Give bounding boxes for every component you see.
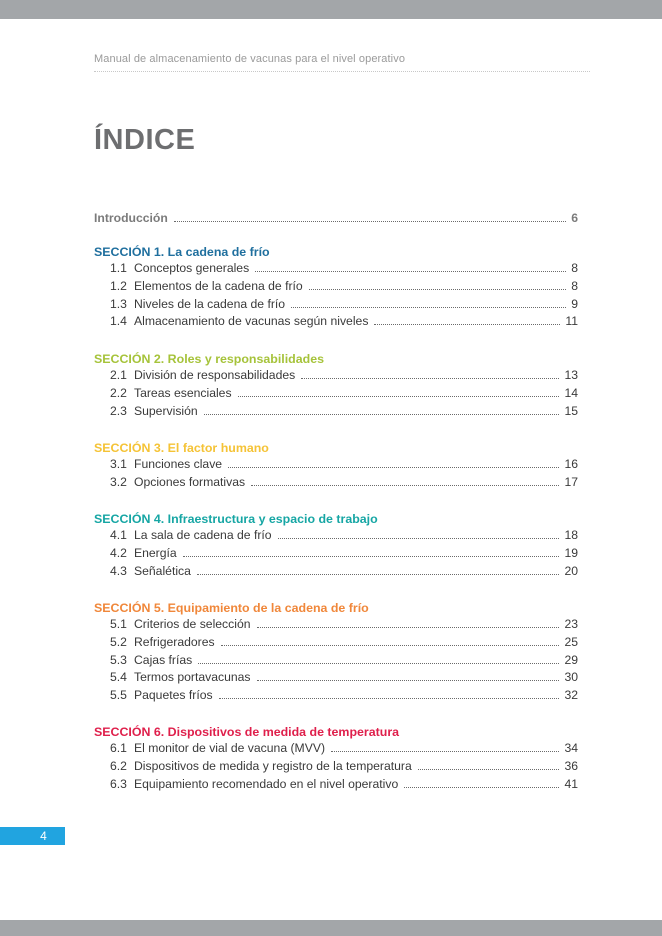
toc-entry-label: Tareas esenciales bbox=[134, 385, 232, 400]
toc-entry-label: Cajas frías bbox=[134, 652, 193, 667]
running-header: Manual de almacenamiento de vacunas para el nivel operativo bbox=[94, 53, 590, 72]
toc-entry[interactable] bbox=[94, 737, 578, 755]
toc-entry-number: 6.3 bbox=[110, 776, 127, 791]
toc-entry-page: 6 bbox=[571, 211, 578, 225]
toc-entry-label: Supervisión bbox=[134, 403, 198, 418]
section-heading-6[interactable]: SECCIÓN 6. Dispositivos de medida de temperatura bbox=[94, 725, 400, 739]
toc-entry[interactable] bbox=[94, 684, 578, 702]
toc-entry[interactable] bbox=[94, 382, 578, 400]
toc-entry-page: 17 bbox=[564, 474, 578, 489]
dot-leader bbox=[257, 626, 560, 628]
dot-leader bbox=[374, 323, 560, 325]
toc-entry-label: Paquetes fríos bbox=[134, 688, 213, 703]
toc-entry[interactable] bbox=[94, 310, 578, 328]
top-bar bbox=[0, 0, 662, 19]
dot-leader bbox=[221, 644, 560, 646]
toc-entry[interactable] bbox=[94, 613, 578, 631]
toc-entry-number: 3.1 bbox=[110, 457, 127, 471]
toc-entry-label: División de responsabilidades bbox=[134, 368, 296, 382]
section-heading-1[interactable]: SECCIÓN 1. La cadena de frío bbox=[94, 245, 270, 259]
toc-entry-number: 4.3 bbox=[110, 563, 127, 578]
toc-entry[interactable] bbox=[94, 453, 578, 471]
dot-leader bbox=[278, 537, 560, 539]
toc-entry-number: 5.3 bbox=[110, 652, 127, 667]
toc-entry-label: Opciones formativas bbox=[134, 474, 246, 489]
dot-leader bbox=[198, 662, 559, 664]
toc-entry-page: 20 bbox=[564, 563, 578, 578]
toc-entry[interactable] bbox=[94, 364, 578, 382]
toc-entry[interactable] bbox=[94, 524, 578, 542]
dot-leader bbox=[238, 395, 560, 397]
toc-entry-number: 1.1 bbox=[110, 261, 127, 275]
dot-leader bbox=[183, 555, 560, 557]
toc-entry-number: 1.2 bbox=[110, 278, 127, 293]
page-title: ÍNDICE bbox=[94, 124, 196, 156]
toc-entry-number: 2.3 bbox=[110, 403, 127, 418]
toc-entry-page: 25 bbox=[564, 634, 578, 649]
toc-entry-label: Equipamiento recomendado en el nivel operativo bbox=[134, 776, 399, 791]
dot-leader bbox=[204, 413, 560, 415]
toc-entry-page: 15 bbox=[564, 403, 578, 418]
toc-entry-number: 1.4 bbox=[110, 314, 127, 329]
toc-entry-page: 8 bbox=[571, 278, 578, 293]
toc-entry-label: Energía bbox=[134, 545, 177, 560]
toc-entry-number: 2.1 bbox=[110, 368, 127, 382]
dot-leader bbox=[251, 484, 559, 486]
toc-entry-number: 4.1 bbox=[110, 528, 127, 542]
toc-entry-label: Almacenamiento de vacunas según niveles bbox=[134, 314, 369, 329]
toc-entry-number: 5.2 bbox=[110, 634, 127, 649]
dot-leader bbox=[418, 768, 560, 770]
toc-entry[interactable] bbox=[94, 666, 578, 684]
toc-entry-number: 3.2 bbox=[110, 474, 127, 489]
section-heading-5[interactable]: SECCIÓN 5. Equipamiento de la cadena de frío bbox=[94, 601, 369, 615]
toc-entry[interactable] bbox=[94, 257, 578, 275]
toc-entry-page: 34 bbox=[564, 741, 578, 755]
toc-entry-label: Niveles de la cadena de frío bbox=[134, 296, 286, 311]
toc-entry[interactable] bbox=[94, 400, 578, 418]
dot-leader bbox=[255, 270, 566, 272]
section-heading-4[interactable]: SECCIÓN 4. Infraestructura y espacio de trabajo bbox=[94, 512, 378, 526]
toc-entry-number: 2.2 bbox=[110, 385, 127, 400]
toc-entry-number: 6.2 bbox=[110, 758, 127, 773]
toc-entry-page: 8 bbox=[571, 261, 578, 275]
toc-entry-label: El monitor de vial de vacuna (MVV) bbox=[134, 741, 326, 755]
toc-entry-page: 14 bbox=[564, 385, 578, 400]
toc-entry-number: 6.1 bbox=[110, 741, 127, 755]
dot-leader bbox=[404, 786, 559, 788]
toc-entry-label: Introducción bbox=[94, 211, 168, 225]
toc-entry[interactable] bbox=[94, 275, 578, 293]
dot-leader bbox=[309, 288, 567, 290]
toc-entry-number: 5.1 bbox=[110, 617, 127, 631]
dot-leader bbox=[331, 750, 559, 752]
bottom-bar bbox=[0, 920, 662, 936]
toc-entry-page: 18 bbox=[564, 528, 578, 542]
dot-leader bbox=[197, 573, 560, 575]
section-heading-3[interactable]: SECCIÓN 3. El factor humano bbox=[94, 441, 269, 455]
toc-entry-page: 30 bbox=[564, 670, 578, 685]
toc-entry-label: Funciones clave bbox=[134, 457, 223, 471]
toc-entry[interactable] bbox=[94, 293, 578, 311]
toc-entry-page: 9 bbox=[571, 296, 578, 311]
toc-entry-label: Refrigeradores bbox=[134, 634, 215, 649]
toc-entry-page: 11 bbox=[565, 314, 578, 329]
toc-entry-page: 36 bbox=[564, 758, 578, 773]
toc-entry-label: Elementos de la cadena de frío bbox=[134, 278, 303, 293]
dot-leader bbox=[219, 697, 560, 699]
toc-entry[interactable] bbox=[94, 649, 578, 667]
toc-entry-number: 4.2 bbox=[110, 545, 127, 560]
dot-leader bbox=[301, 377, 559, 379]
dot-leader bbox=[174, 220, 566, 222]
toc-entry-number: 5.5 bbox=[110, 688, 127, 703]
toc-entry[interactable] bbox=[94, 471, 578, 489]
toc-entry-page: 41 bbox=[564, 776, 578, 791]
toc-entry-number: 5.4 bbox=[110, 670, 127, 685]
toc-entry-label: Dispositivos de medida y registro de la temperatura bbox=[134, 758, 412, 773]
dot-leader bbox=[291, 306, 566, 308]
toc-entry-page: 16 bbox=[564, 457, 578, 471]
toc-entry-label: Conceptos generales bbox=[134, 261, 250, 275]
toc-entry-label: Señalética bbox=[134, 563, 191, 578]
toc-entry[interactable] bbox=[94, 542, 578, 560]
toc-entry[interactable] bbox=[94, 755, 578, 773]
toc-entry[interactable] bbox=[94, 773, 578, 791]
dot-leader bbox=[228, 466, 559, 468]
toc-entry-page: 32 bbox=[564, 688, 578, 703]
toc-entry-page: 13 bbox=[564, 368, 578, 382]
toc-entry-label: La sala de cadena de frío bbox=[134, 528, 272, 542]
dot-leader bbox=[257, 679, 560, 681]
toc-entry-page: 19 bbox=[564, 545, 578, 560]
toc-entry[interactable] bbox=[94, 560, 578, 578]
toc-entry-page: 23 bbox=[564, 617, 578, 631]
toc-entry[interactable] bbox=[94, 631, 578, 649]
section-heading-2[interactable]: SECCIÓN 2. Roles y responsabilidades bbox=[94, 352, 324, 366]
toc-entry-number: 1.3 bbox=[110, 296, 127, 311]
toc-entry-label: Criterios de selección bbox=[134, 617, 251, 631]
toc-entry-label: Termos portavacunas bbox=[134, 670, 251, 685]
toc-entry-page: 29 bbox=[564, 652, 578, 667]
page-number: 4 bbox=[40, 829, 47, 843]
toc-intro-entry[interactable] bbox=[94, 207, 578, 225]
page-number-tab bbox=[0, 827, 65, 845]
